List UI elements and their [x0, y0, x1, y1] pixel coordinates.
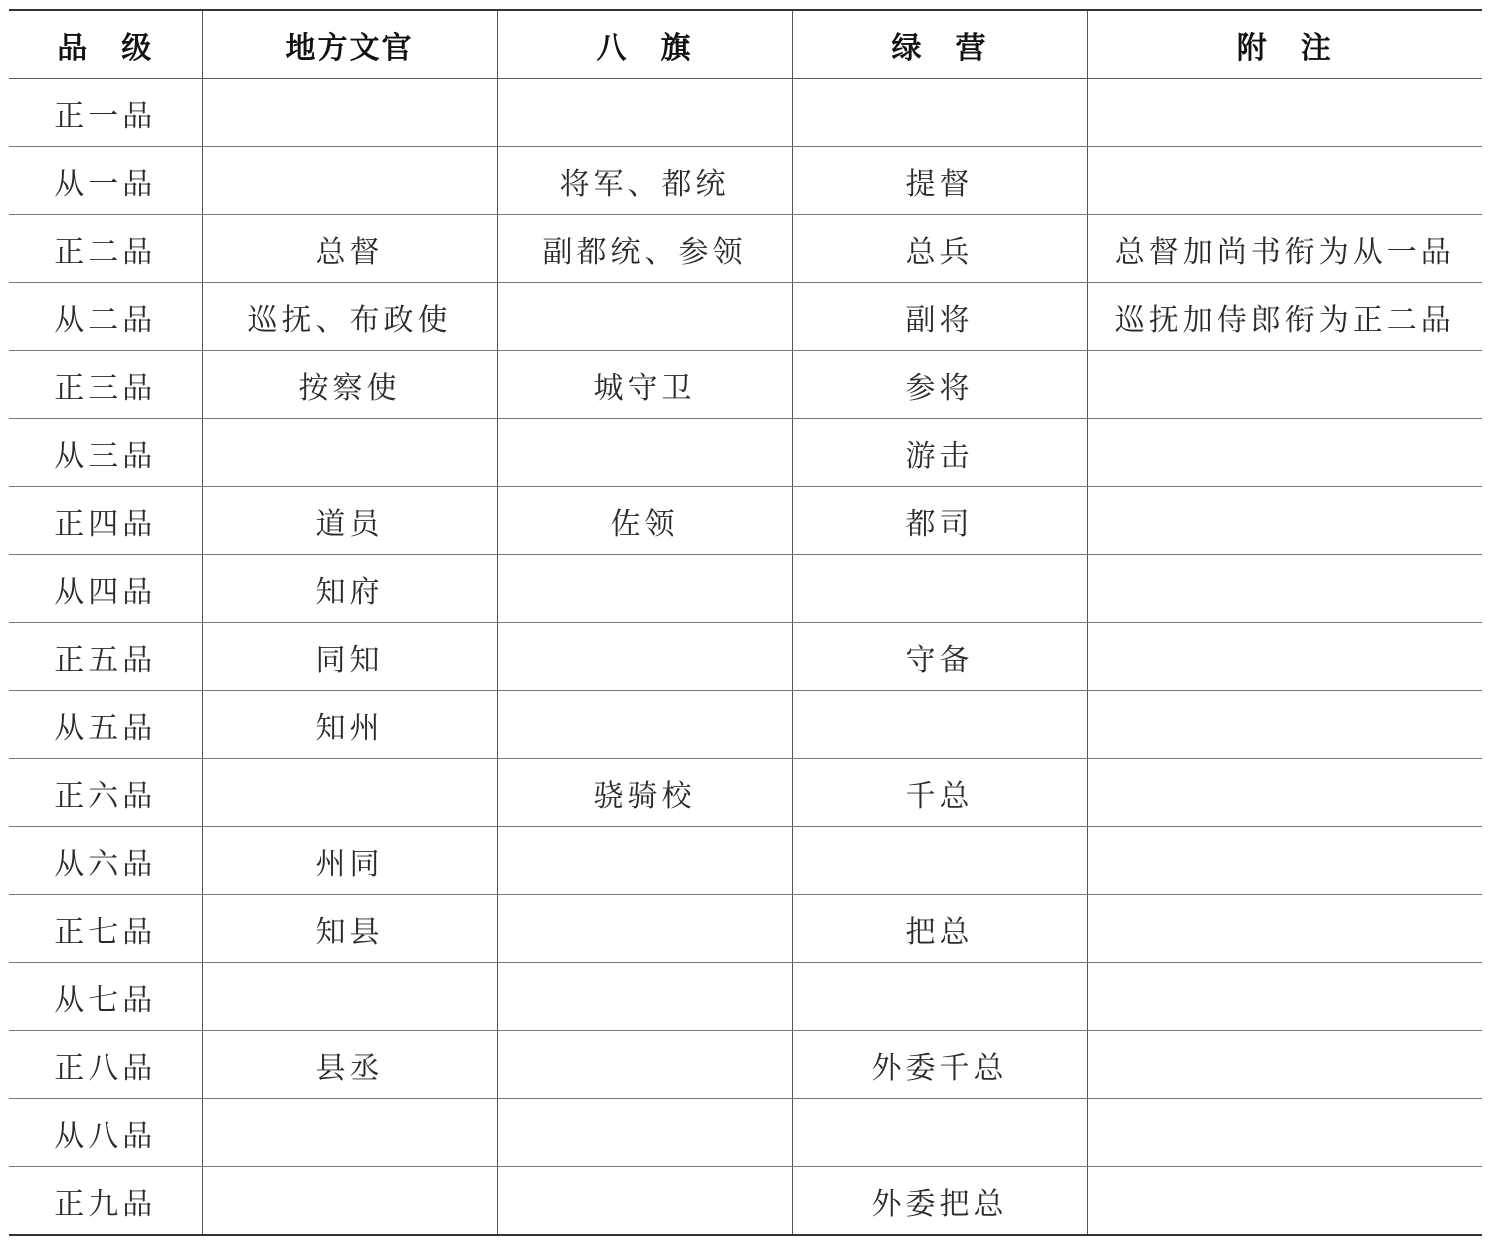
rank-cell: 正二品 [9, 215, 202, 283]
table-row [9, 623, 1482, 691]
header-rank: 品 级 [9, 10, 202, 79]
table-row [9, 487, 1482, 555]
notes-cell [1087, 759, 1482, 827]
green-standard-cell: 游击 [792, 419, 1087, 487]
eight-banners-cell: 城守卫 [497, 351, 792, 419]
civil-official-cell [202, 759, 497, 827]
notes-cell [1087, 691, 1482, 759]
civil-official-cell: 同知 [202, 623, 497, 691]
official-rank-table [9, 9, 1482, 1236]
header-civil-official: 地方文官 [202, 10, 497, 79]
table-row [9, 215, 1482, 283]
table-row [9, 283, 1482, 351]
rank-cell: 正九品 [9, 1167, 202, 1236]
notes-cell [1087, 1031, 1482, 1099]
civil-official-cell: 巡抚、布政使 [202, 283, 497, 351]
eight-banners-cell [497, 1031, 792, 1099]
civil-official-cell: 总督 [202, 215, 497, 283]
notes-cell [1087, 79, 1482, 147]
table-row [9, 759, 1482, 827]
header-row [9, 10, 1482, 79]
notes-cell [1087, 487, 1482, 555]
rank-cell: 从二品 [9, 283, 202, 351]
table-row [9, 555, 1482, 623]
eight-banners-cell [497, 419, 792, 487]
eight-banners-cell [497, 283, 792, 351]
green-standard-cell: 守备 [792, 623, 1087, 691]
eight-banners-cell: 骁骑校 [497, 759, 792, 827]
notes-cell [1087, 963, 1482, 1031]
header-green-standard: 绿 营 [792, 10, 1087, 79]
eight-banners-cell [497, 895, 792, 963]
eight-banners-cell [497, 623, 792, 691]
table-body [9, 79, 1482, 1236]
green-standard-cell: 总兵 [792, 215, 1087, 283]
rank-cell: 正三品 [9, 351, 202, 419]
civil-official-cell [202, 79, 497, 147]
rank-cell: 正八品 [9, 1031, 202, 1099]
rank-cell: 从三品 [9, 419, 202, 487]
rank-cell: 从七品 [9, 963, 202, 1031]
eight-banners-cell [497, 79, 792, 147]
green-standard-cell [792, 827, 1087, 895]
table-row [9, 1031, 1482, 1099]
rank-cell: 正四品 [9, 487, 202, 555]
civil-official-cell [202, 1099, 497, 1167]
rank-cell: 正五品 [9, 623, 202, 691]
eight-banners-cell: 佐领 [497, 487, 792, 555]
green-standard-cell: 外委把总 [792, 1167, 1087, 1236]
rank-cell: 从一品 [9, 147, 202, 215]
rank-cell: 从四品 [9, 555, 202, 623]
table-row [9, 691, 1482, 759]
header-notes: 附 注 [1087, 10, 1482, 79]
civil-official-cell: 县丞 [202, 1031, 497, 1099]
notes-cell [1087, 1167, 1482, 1236]
eight-banners-cell: 将军、都统 [497, 147, 792, 215]
notes-cell [1087, 827, 1482, 895]
eight-banners-cell [497, 1099, 792, 1167]
table-row [9, 963, 1482, 1031]
green-standard-cell: 提督 [792, 147, 1087, 215]
civil-official-cell: 知州 [202, 691, 497, 759]
green-standard-cell: 都司 [792, 487, 1087, 555]
rank-cell: 从六品 [9, 827, 202, 895]
notes-cell [1087, 147, 1482, 215]
civil-official-cell [202, 147, 497, 215]
table-row [9, 895, 1482, 963]
eight-banners-cell [497, 1167, 792, 1236]
civil-official-cell: 州同 [202, 827, 497, 895]
eight-banners-cell [497, 555, 792, 623]
green-standard-cell [792, 691, 1087, 759]
notes-cell: 总督加尚书衔为从一品 [1087, 215, 1482, 283]
grade-table-container [9, 9, 1482, 1236]
green-standard-cell [792, 963, 1087, 1031]
notes-cell: 巡抚加侍郎衔为正二品 [1087, 283, 1482, 351]
notes-cell [1087, 623, 1482, 691]
rank-cell: 从五品 [9, 691, 202, 759]
rank-cell: 正一品 [9, 79, 202, 147]
table-row [9, 827, 1482, 895]
civil-official-cell: 道员 [202, 487, 497, 555]
civil-official-cell [202, 963, 497, 1031]
green-standard-cell: 副将 [792, 283, 1087, 351]
table-row [9, 1099, 1482, 1167]
green-standard-cell: 外委千总 [792, 1031, 1087, 1099]
eight-banners-cell [497, 827, 792, 895]
green-standard-cell [792, 1099, 1087, 1167]
table-row [9, 1167, 1482, 1236]
table-row [9, 147, 1482, 215]
green-standard-cell: 把总 [792, 895, 1087, 963]
eight-banners-cell [497, 691, 792, 759]
civil-official-cell [202, 419, 497, 487]
table-row [9, 419, 1482, 487]
green-standard-cell [792, 555, 1087, 623]
green-standard-cell: 参将 [792, 351, 1087, 419]
header-eight-banners: 八 旗 [497, 10, 792, 79]
eight-banners-cell: 副都统、参领 [497, 215, 792, 283]
rank-cell: 正六品 [9, 759, 202, 827]
table-row [9, 79, 1482, 147]
notes-cell [1087, 351, 1482, 419]
notes-cell [1087, 555, 1482, 623]
notes-cell [1087, 419, 1482, 487]
notes-cell [1087, 895, 1482, 963]
table-row [9, 351, 1482, 419]
civil-official-cell: 按察使 [202, 351, 497, 419]
civil-official-cell: 知府 [202, 555, 497, 623]
green-standard-cell: 千总 [792, 759, 1087, 827]
rank-cell: 正七品 [9, 895, 202, 963]
notes-cell [1087, 1099, 1482, 1167]
civil-official-cell [202, 1167, 497, 1236]
civil-official-cell: 知县 [202, 895, 497, 963]
eight-banners-cell [497, 963, 792, 1031]
green-standard-cell [792, 79, 1087, 147]
rank-cell: 从八品 [9, 1099, 202, 1167]
